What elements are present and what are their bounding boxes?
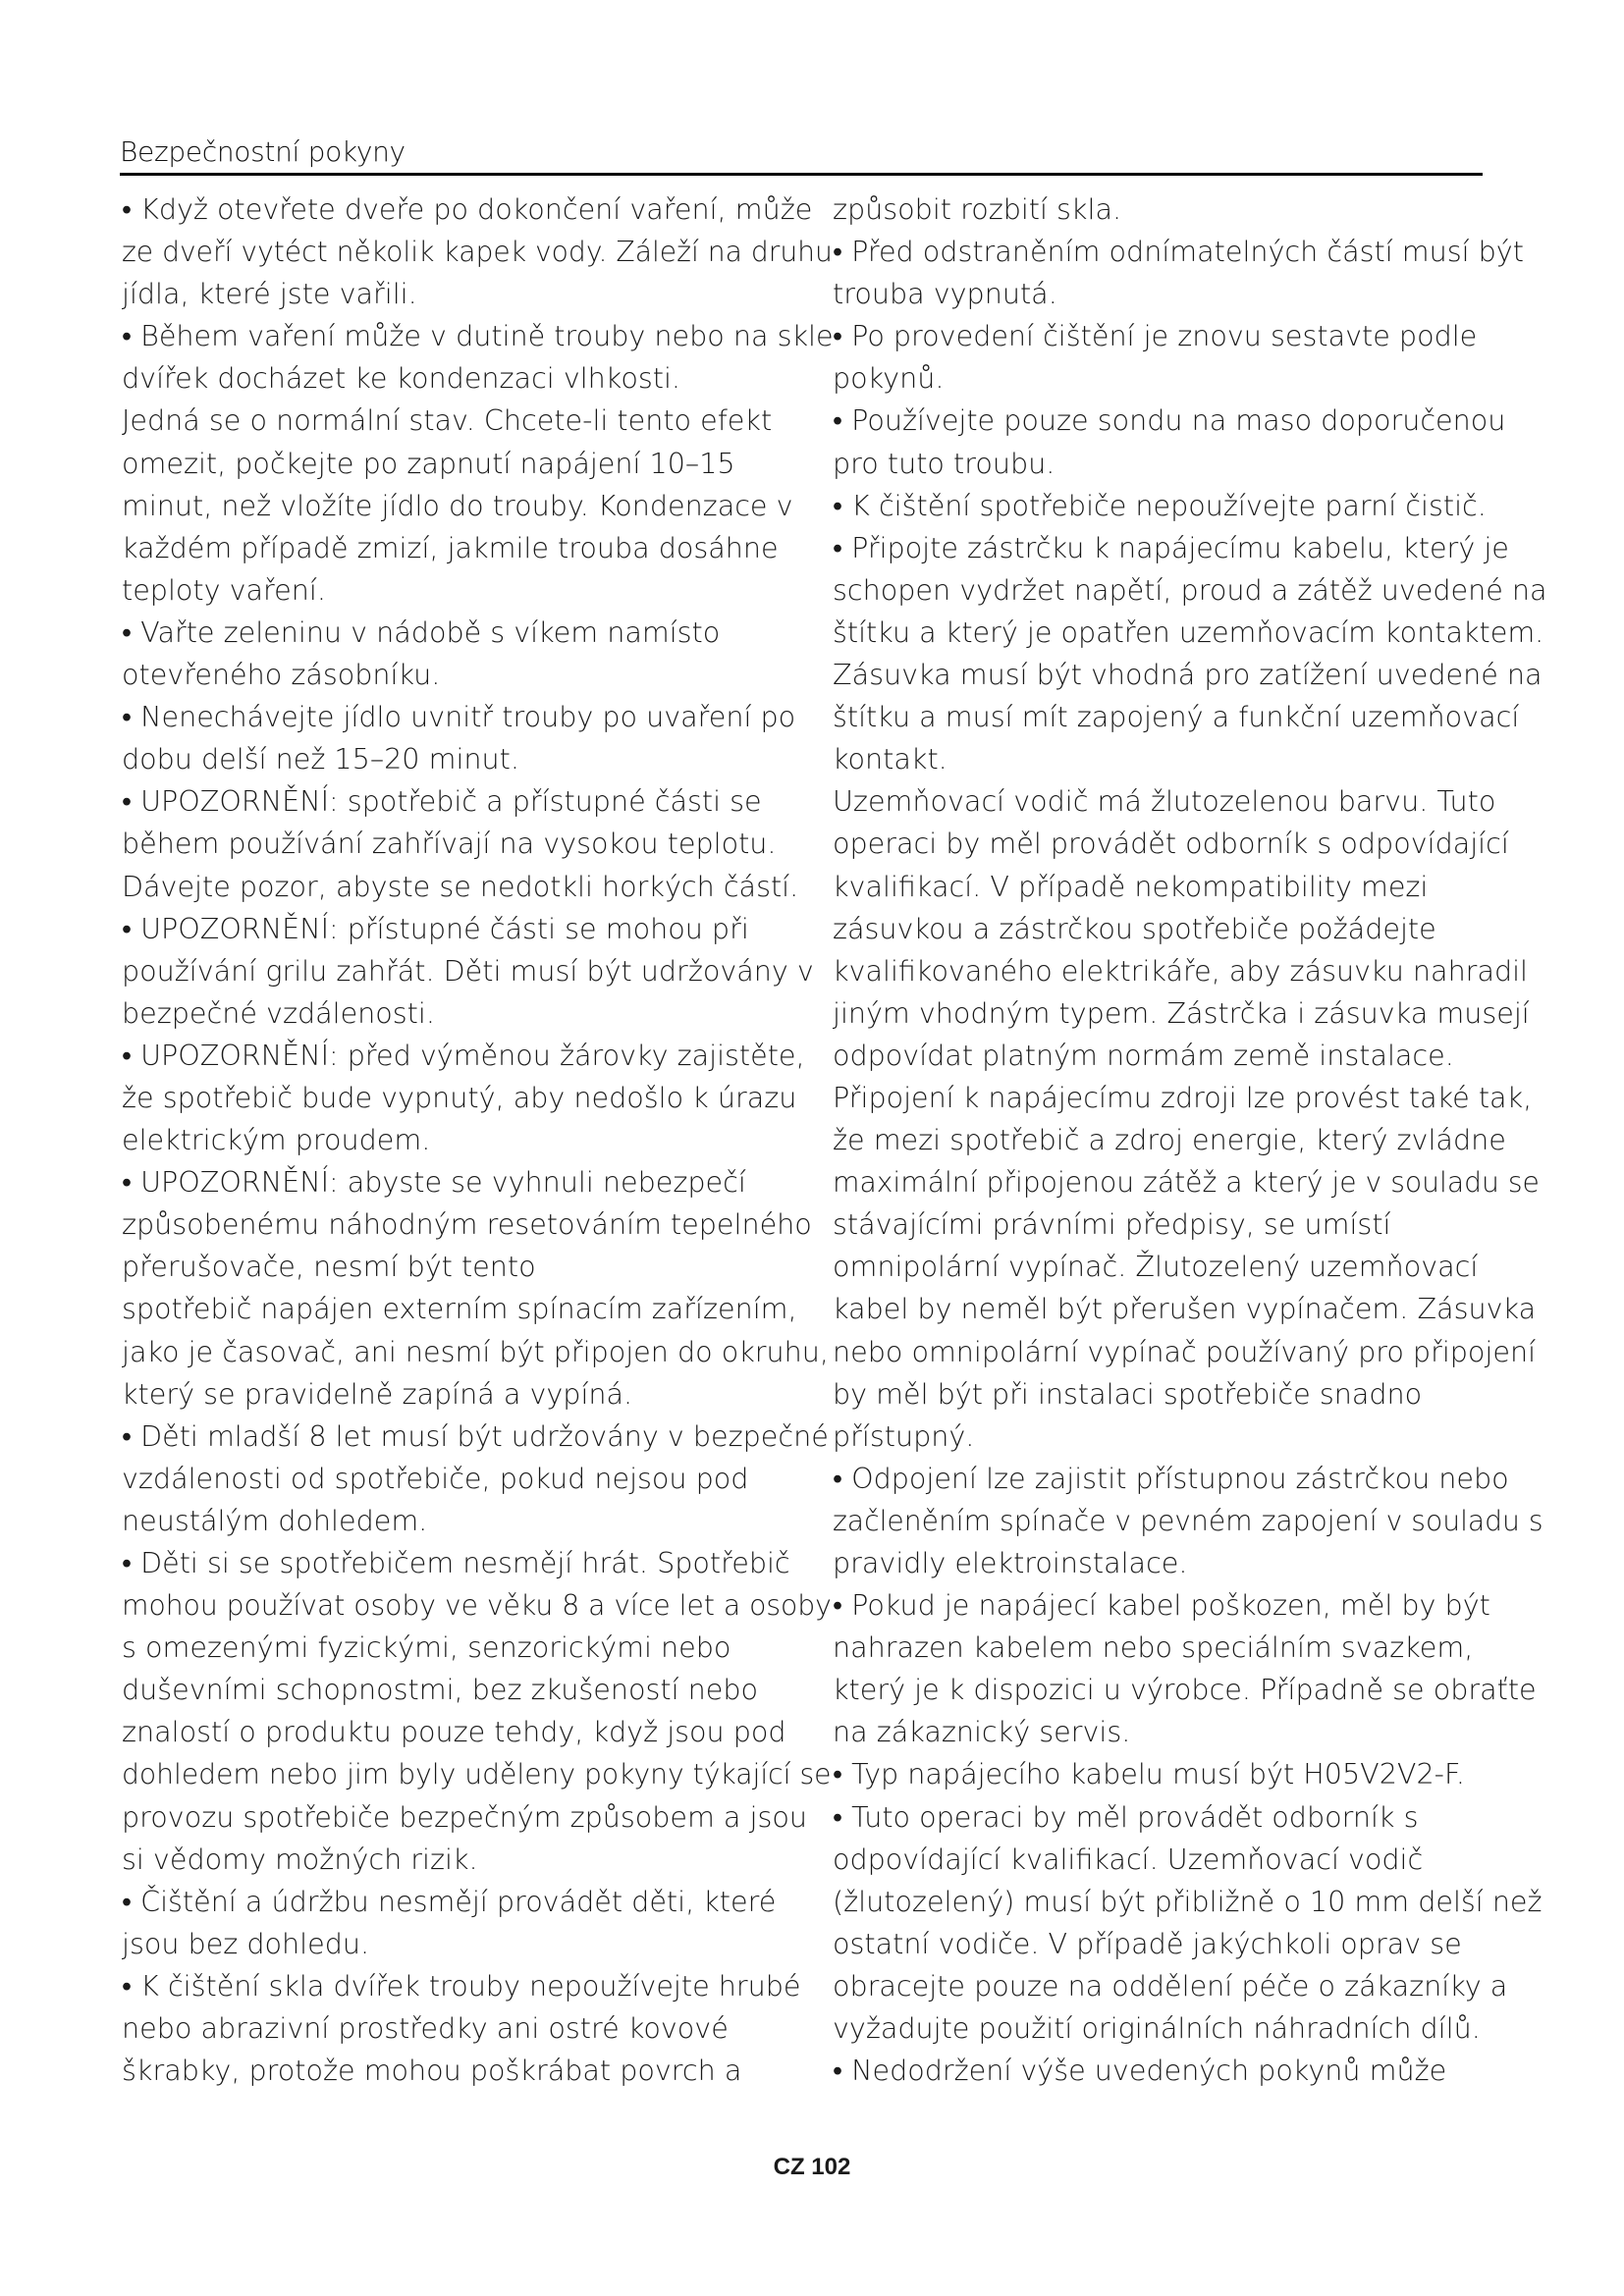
text-line: • Před odstraněním odnímatelných částí musí být [833, 235, 1524, 269]
section-title: Bezpečnostní pokyny [120, 135, 406, 168]
text-line: který je k dispozici u výrobce. Případně se obraťte [833, 1673, 1537, 1707]
text-line: obracejte pouze na oddělení péče o zákazníky a [833, 1968, 1508, 2002]
text-line: během používání zahřívají na vysokou teplotu. [122, 827, 777, 861]
text-line: Jedná se o normální stav. Chcete-li tento efekt [122, 403, 773, 438]
text-line: škrabky, protože mohou poškrábat povrch a [122, 2054, 742, 2088]
text-line: provozu spotřebiče bezpečným způsobem a jsou [122, 1799, 808, 1834]
text-line: kvalifikací. V případě nekompatibility mezi [833, 869, 1429, 903]
text-line: jako je časovač, ani nesmí být připojen do okruhu, [122, 1334, 829, 1368]
text-line: • Pokud je napájecí kabel poškozen, měl by být [833, 1588, 1490, 1623]
text-line: bezpečné vzdálenosti. [122, 995, 435, 1030]
text-line: duševními schopnostmi, bez zkušeností nebo [122, 1673, 758, 1707]
text-line: • Používejte pouze sondu na maso doporučenou [833, 403, 1506, 438]
text-line: jídla, které jste vařili. [122, 277, 417, 311]
text-line: • Během vaření může v dutině trouby nebo na skle [122, 319, 834, 353]
text-line: pokynů. [833, 361, 945, 396]
text-line: štítku a musí mít zapojený a funkční uzemňovací [833, 700, 1520, 734]
text-line: stávajícími právními předpisy, se umístí [833, 1207, 1391, 1242]
text-line: maximální připojenou zátěž a který je v souladu se [833, 1166, 1540, 1200]
text-line: Zásuvka musí být vhodná pro zatížení uvedené na [833, 658, 1543, 692]
text-line: kontakt. [833, 742, 947, 776]
text-line: • UPOZORNĚNÍ: spotřebič a přístupné části se [122, 784, 762, 819]
text-line: vzdálenosti od spotřebiče, pokud nejsou pod [122, 1461, 749, 1495]
text-line: znalostí o produktu pouze tehdy, když jsou pod [122, 1715, 786, 1749]
text-line: • K čištění spotřebiče nepoužívejte parní čistič. [833, 488, 1487, 522]
text-line: jsou bez dohledu. [122, 1926, 370, 1960]
text-line: že mezi spotřebič a zdroj energie, který zvládne [833, 1123, 1506, 1157]
text-line: • Odpojení lze zajistit přístupnou zástrčkou nebo [833, 1461, 1509, 1495]
right-text-column [833, 188, 1547, 2122]
text-line: dvířek docházet ke kondenzaci vlhkosti. [122, 361, 680, 396]
text-line: schopen vydržet napětí, proud a zátěž uvedené na [833, 572, 1547, 607]
text-line: omezit, počkejte po zapnutí napájení 10–15 [122, 446, 735, 480]
text-line: štítku a který je opatřen uzemňovacím kontaktem. [833, 614, 1544, 649]
text-line: začleněním spínače v pevném zapojení v souladu s [833, 1504, 1543, 1537]
text-line: trouba vypnutá. [833, 277, 1057, 311]
title-underline [120, 173, 1483, 176]
text-line: odpovídající kvalifikací. Uzemňovací vodič [833, 1842, 1424, 1876]
text-line: omnipolární vypínač. Žlutozelený uzemňovací [833, 1250, 1479, 1284]
text-line: • Po provedení čištění je znovu sestavte podle [833, 319, 1478, 353]
text-line: jiným vhodným typem. Zástrčka i zásuvka musejí [833, 995, 1530, 1030]
page-number: CZ 102 [773, 2154, 851, 2180]
text-line: neustálým dohledem. [122, 1503, 428, 1537]
text-line: způsobit rozbití skla. [833, 192, 1122, 226]
text-line: s omezenými fyzickými, senzorickými nebo [122, 1630, 731, 1665]
text-line: zásuvkou a zástrčkou spotřebiče požádejte [833, 911, 1436, 945]
text-line: dohledem nebo jim byly uděleny pokyny týkající se [122, 1758, 832, 1791]
left-text-column [122, 188, 837, 2122]
text-line: přístupný. [833, 1418, 975, 1453]
text-line: teploty vaření. [122, 572, 326, 607]
text-line: přerušovače, nesmí být tento [122, 1250, 536, 1284]
text-line: ostatní vodiče. V případě jakýchkoli oprav se [833, 1926, 1462, 1960]
text-line: si vědomy možných rizik. [122, 1842, 478, 1876]
text-line: na zákaznický servis. [833, 1715, 1131, 1749]
text-line: • UPOZORNĚNÍ: abyste se vyhnuli nebezpečí [122, 1165, 746, 1200]
text-line: mohou používat osoby ve věku 8 a více let a osoby [122, 1589, 832, 1623]
text-line: • UPOZORNĚNÍ: přístupné části se mohou při [122, 911, 749, 945]
text-line: ze dveří vytéct několik kapek vody. Záleží na druhu [122, 236, 833, 269]
text-line: Uzemňovací vodič má žlutozelenou barvu. Tuto [833, 784, 1496, 819]
text-line: spotřebič napájen externím spínacím zařízením, [122, 1292, 797, 1326]
text-line: operaci by měl provádět odborník s odpovídající [833, 827, 1509, 861]
text-line: každém případě zmizí, jakmile trouba dosáhne [122, 530, 779, 564]
text-line: elektrickým proudem. [122, 1123, 431, 1157]
text-line: • Děti mladší 8 let musí být udržovány v bezpečné [122, 1418, 829, 1453]
text-line: otevřeného zásobníku. [122, 658, 441, 692]
text-line: vyžadujte použití originálních náhradních dílů. [833, 2011, 1481, 2046]
text-line: který se pravidelně zapíná a vypíná. [122, 1376, 633, 1411]
text-line: dobu delší než 15–20 minut. [122, 742, 519, 776]
text-line: pro tuto troubu. [833, 446, 1056, 480]
text-line: pravidly elektroinstalace. [833, 1546, 1188, 1579]
text-line: nahrazen kabelem nebo speciálním svazkem, [833, 1630, 1474, 1665]
text-line: • Nenechávejte jídlo uvnitř trouby po uvaření po [122, 700, 796, 734]
text-line: nebo abrazivní prostředky ani ostré kovové [122, 2011, 729, 2046]
text-line: Dávejte pozor, abyste se nedotkli horkých částí. [122, 869, 799, 903]
text-line: • Typ napájecího kabelu musí být H05V2V2-F. [833, 1757, 1465, 1791]
text-line: by měl být při instalaci spotřebiče snadno [833, 1376, 1423, 1411]
text-line: minut, než vložíte jídlo do trouby. Kondenzace v [122, 488, 793, 522]
text-line: • UPOZORNĚNÍ: před výměnou žárovky zajistěte, [122, 1038, 805, 1072]
text-line: • Děti si se spotřebičem nesmějí hrát. Spotřebič [122, 1546, 790, 1579]
text-line: • Tuto operaci by měl provádět odborník s [833, 1799, 1419, 1834]
text-line: odpovídat platným normám země instalace. [833, 1038, 1454, 1072]
text-line: nebo omnipolární vypínač používaný pro připojení [833, 1334, 1537, 1368]
text-line: • Vařte zeleninu v nádobě s víkem namísto [122, 614, 721, 649]
text-line: (žlutozelený) musí být přibližně o 10 mm delší než [833, 1884, 1543, 1918]
text-line: kabel by neměl být přerušen vypínačem. Zásuvka [833, 1292, 1537, 1326]
text-line: • Čištění a údržbu nesmějí provádět děti, které [122, 1884, 777, 1918]
text-line: kvalifikovaného elektrikáře, aby zásuvku nahradil [833, 953, 1529, 988]
text-line: že spotřebič bude vypnutý, aby nedošlo k úrazu [122, 1080, 797, 1114]
text-line: • Když otevřete dveře po dokončení vaření, může [122, 192, 813, 226]
text-line: způsobenému náhodným resetováním tepelného [122, 1207, 812, 1242]
text-line: • K čištění skla dvířek trouby nepoužívejte hrubé [122, 1968, 801, 2002]
text-line: Připojení k napájecímu zdroji lze provést také tak, [833, 1080, 1533, 1114]
text-line: • Připojte zástrčku k napájecímu kabelu, který je [833, 530, 1509, 564]
text-line: • Nedodržení výše uvedených pokynů může [833, 2054, 1447, 2088]
text-line: používání grilu zahřát. Děti musí být udržovány v [122, 953, 814, 988]
